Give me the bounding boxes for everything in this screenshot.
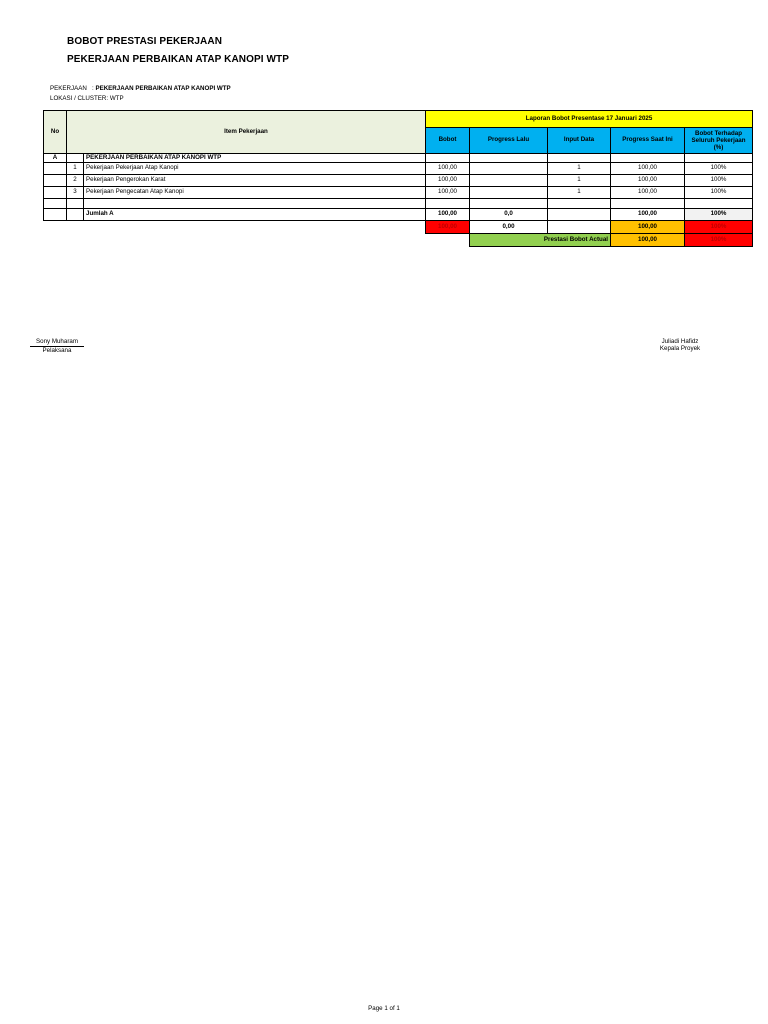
- signature-left-name: Sony Muharam: [30, 338, 84, 347]
- total-progress-lalu: 0,00: [470, 221, 548, 234]
- row-no: 3: [67, 187, 84, 199]
- row-progress-lalu: [470, 175, 548, 187]
- row-bobot: 100,00: [426, 187, 470, 199]
- header-row-1: [44, 111, 753, 128]
- empty-row: [44, 199, 753, 209]
- signature-right: [650, 338, 710, 352]
- row-saat-ini: 100,00: [611, 163, 685, 175]
- row-no: 2: [67, 175, 84, 187]
- col-input-data-header: Input Data: [548, 128, 611, 154]
- col-progress-lalu-header: Progress Lalu: [470, 128, 548, 154]
- col-bobot-header: Bobot: [426, 128, 470, 154]
- signature-left: [30, 338, 84, 354]
- section-title: PEKERJAAN PERBAIKAN ATAP KANOPI WTP: [84, 154, 426, 163]
- row-persen: 100%: [685, 163, 753, 175]
- row-input: 1: [548, 175, 611, 187]
- row-bobot: 100,00: [426, 175, 470, 187]
- signature-left-role: Pelaksana: [42, 347, 72, 354]
- total-bobot: 100,00: [426, 221, 470, 234]
- col-bobot-terhadap-header: Bobot Terhadap Seluruh Pekerjaan (%): [685, 128, 753, 154]
- pekerjaan-line: [50, 85, 231, 92]
- row-saat-ini: 100,00: [611, 187, 685, 199]
- pekerjaan-separator: :: [91, 85, 94, 92]
- table-row: [44, 163, 753, 175]
- actual-label: Prestasi Bobot Actual: [470, 234, 611, 247]
- row-progress-lalu: [470, 187, 548, 199]
- row-persen: 100%: [685, 187, 753, 199]
- section-row: [44, 154, 753, 163]
- row-input: 1: [548, 187, 611, 199]
- col-no-header: No: [44, 111, 67, 154]
- table-row: [44, 175, 753, 187]
- row-item: Pekerjaan Pekerjaan Atap Kanopi: [84, 163, 426, 175]
- jumlah-bobot: 100,00: [426, 209, 470, 221]
- signature-right-name: Juliadi Hafidz: [661, 338, 699, 345]
- actual-saat-ini: 100,00: [611, 234, 685, 247]
- pekerjaan-value: PEKERJAAN PERBAIKAN ATAP KANOPI WTP: [95, 85, 231, 92]
- jumlah-progress-lalu: 0,0: [470, 209, 548, 221]
- table-row: [44, 187, 753, 199]
- col-item-header: Item Pekerjaan: [67, 111, 426, 154]
- row-saat-ini: 100,00: [611, 175, 685, 187]
- signature-right-role: Kepala Proyek: [659, 345, 701, 352]
- document-title: BOBOT PRESTASI PEKERJAAN: [67, 36, 223, 47]
- row-input: 1: [548, 163, 611, 175]
- lokasi-line: LOKASI / CLUSTER: WTP: [50, 95, 124, 102]
- actual-row: [44, 234, 753, 247]
- jumlah-saat-ini: 100,00: [611, 209, 685, 221]
- row-persen: 100%: [685, 175, 753, 187]
- report-table: [43, 110, 753, 247]
- total-row: [44, 221, 753, 234]
- row-no: 1: [67, 163, 84, 175]
- document-subtitle: PEKERJAAN PERBAIKAN ATAP KANOPI WTP: [67, 54, 290, 65]
- row-item: Pekerjaan Pengerokan Karat: [84, 175, 426, 187]
- page-number: Page 1 of 1: [368, 1005, 400, 1012]
- report-title: Laporan Bobot Presentase 17 Januari 2025: [426, 111, 753, 128]
- jumlah-persen: 100%: [685, 209, 753, 221]
- total-persen: 100%: [685, 221, 753, 234]
- row-progress-lalu: [470, 163, 548, 175]
- jumlah-row: [44, 209, 753, 221]
- total-saat-ini: 100,00: [611, 221, 685, 234]
- section-no: A: [44, 154, 67, 163]
- pekerjaan-label: PEKERJAAN: [50, 85, 87, 92]
- row-bobot: 100,00: [426, 163, 470, 175]
- row-item: Pekerjaan Pengecatan Atap Kanopi: [84, 187, 426, 199]
- col-progress-saat-ini-header: Progress Saat Ini: [611, 128, 685, 154]
- jumlah-label: Jumlah A: [84, 209, 426, 221]
- actual-persen: 100%: [685, 234, 753, 247]
